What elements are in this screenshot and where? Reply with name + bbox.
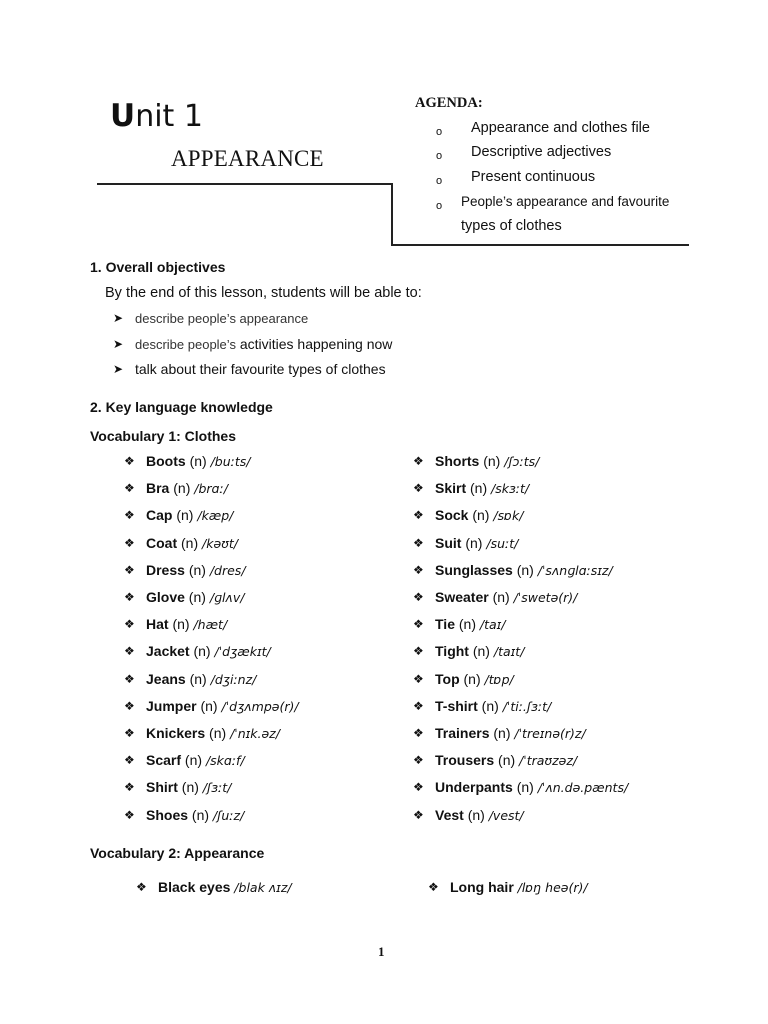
agenda-item-label: Present continuous bbox=[471, 169, 596, 185]
vocab-ipa: /ʃuːz/ bbox=[212, 807, 245, 823]
diamond-bullet-icon: ❖ bbox=[413, 535, 424, 550]
circle-bullet-icon: o bbox=[436, 200, 443, 212]
vocab-word: Underpants bbox=[435, 779, 513, 796]
vocab-word: Jumper bbox=[146, 697, 197, 714]
divider-right bbox=[391, 244, 689, 246]
objectives-heading: 1. Overall objectives bbox=[90, 259, 226, 275]
vocab-pos: (n) bbox=[176, 507, 194, 524]
vocab-ipa: /buːts/ bbox=[210, 454, 251, 469]
vocab-word: Knickers bbox=[146, 725, 206, 741]
vocab-ipa: /vest/ bbox=[488, 807, 524, 823]
vocab-pos: (n) bbox=[184, 752, 203, 769]
page-number: 1 bbox=[378, 944, 385, 959]
diamond-bullet-icon: ❖ bbox=[124, 671, 135, 686]
diamond-bullet-icon: ❖ bbox=[413, 726, 424, 740]
diamond-bullet-icon: ❖ bbox=[413, 617, 424, 632]
vocab-pos: (n) bbox=[481, 697, 499, 714]
diamond-bullet-icon: ❖ bbox=[413, 508, 424, 523]
vocab-ipa: /tɒp/ bbox=[484, 671, 514, 687]
vocab-pos: (n) bbox=[467, 806, 485, 823]
diamond-bullet-icon: ❖ bbox=[124, 590, 135, 604]
diamond-bullet-icon: ❖ bbox=[124, 535, 135, 550]
vocab-pos: (n) bbox=[181, 534, 199, 551]
vocab-pos: (n) bbox=[516, 779, 534, 796]
vocab-ipa: /dʒiːnz/ bbox=[210, 671, 257, 687]
agenda-item-continuation: types of clothes bbox=[461, 218, 562, 234]
vocab-ipa: /taɪt/ bbox=[493, 644, 525, 660]
divider-left bbox=[97, 183, 393, 185]
vocab-ipa: /ˈnɪk.əz/ bbox=[230, 726, 280, 741]
diamond-bullet-icon: ❖ bbox=[124, 481, 135, 496]
vocab-ipa: /blak ʌɪz/ bbox=[234, 880, 292, 895]
vocab-ipa: /ˈʌn.də.pænts/ bbox=[537, 780, 629, 796]
vocab-word: Suit bbox=[435, 534, 462, 551]
vocab-ipa: /ˈtiː.ʃɜːt/ bbox=[502, 698, 552, 714]
agenda-item-label: People’s appearance and favourite bbox=[461, 194, 670, 209]
vocab-word: Scarf bbox=[146, 752, 182, 769]
objective-lead: describe people’s appearance bbox=[135, 311, 309, 326]
circle-bullet-icon: o bbox=[436, 175, 443, 187]
diamond-bullet-icon: ❖ bbox=[413, 562, 424, 577]
vocab-pos: (n) bbox=[458, 616, 476, 633]
vocab-ipa: /ˈtraʊzəz/ bbox=[519, 753, 578, 769]
vocab-pos: (n) bbox=[516, 561, 534, 578]
vocab-ipa: /taɪ/ bbox=[479, 617, 506, 633]
objective-lead: describe people’s bbox=[135, 337, 236, 352]
vocab-pos: (n) bbox=[172, 616, 190, 633]
vocab-pos: (n) bbox=[189, 453, 207, 469]
unit-initial: U bbox=[110, 98, 136, 134]
unit-word: nit bbox=[135, 99, 175, 134]
vocab-ipa: /ˈdʒʌmpə(r)/ bbox=[221, 698, 299, 714]
vocab-ipa: /ɡlʌv/ bbox=[209, 590, 245, 605]
vocab-pos: (n) bbox=[189, 670, 207, 687]
diamond-bullet-icon: ❖ bbox=[136, 880, 147, 894]
vocab-pos: (n) bbox=[483, 453, 501, 469]
vocab-pos: (n) bbox=[470, 480, 488, 497]
vocab-pos: (n) bbox=[463, 670, 481, 687]
vocab-word: Sock bbox=[435, 507, 469, 524]
vocab-pos: (n) bbox=[188, 561, 206, 578]
vocab-word: Bra bbox=[146, 480, 170, 497]
vocab-word: Shirt bbox=[146, 779, 178, 796]
vocab-word: Tie bbox=[435, 616, 455, 633]
diamond-bullet-icon: ❖ bbox=[124, 617, 135, 632]
vocab-ipa: /lɒŋ heə(r)/ bbox=[517, 880, 588, 895]
diamond-bullet-icon: ❖ bbox=[413, 780, 424, 795]
diamond-bullet-icon: ❖ bbox=[124, 698, 135, 713]
vocab-ipa: /suːt/ bbox=[486, 535, 519, 551]
vocab-pos: (n) bbox=[200, 697, 218, 714]
vocab-word: Shorts bbox=[435, 453, 480, 469]
circle-bullet-icon: o bbox=[436, 126, 443, 138]
vocab1-heading: Vocabulary 1: Clothes bbox=[90, 428, 237, 444]
vocab-word: T-shirt bbox=[435, 697, 478, 714]
vocab-word: Tight bbox=[435, 643, 469, 660]
diamond-bullet-icon: ❖ bbox=[413, 590, 424, 604]
diamond-bullet-icon: ❖ bbox=[124, 644, 135, 659]
agenda-item-label: Descriptive adjectives bbox=[471, 144, 612, 160]
knowledge-heading: 2. Key language knowledge bbox=[90, 399, 273, 415]
vocab-ipa: /ˈswetə(r)/ bbox=[513, 590, 578, 605]
vocab-ipa: /brɑː/ bbox=[194, 481, 228, 497]
vocab-word: Vest bbox=[435, 806, 464, 823]
vocab-word: Trainers bbox=[435, 725, 490, 741]
vocab-ipa: /skɑːf/ bbox=[205, 753, 245, 769]
vocab2-heading: Vocabulary 2: Appearance bbox=[90, 845, 265, 861]
vocab-ipa: /hæt/ bbox=[193, 617, 228, 633]
vocab-ipa: /kæp/ bbox=[197, 508, 234, 524]
diamond-bullet-icon: ❖ bbox=[124, 807, 135, 822]
vocab-word: Trousers bbox=[435, 752, 495, 769]
vocab-word: Hat bbox=[146, 616, 169, 633]
diamond-bullet-icon: ❖ bbox=[124, 562, 135, 577]
vocab-word: Skirt bbox=[435, 480, 467, 497]
vocab-word: Coat bbox=[146, 534, 178, 551]
diamond-bullet-icon: ❖ bbox=[124, 753, 135, 768]
agenda-heading: AGENDA: bbox=[415, 95, 483, 111]
vocab-pos: (n) bbox=[472, 643, 490, 660]
diamond-bullet-icon: ❖ bbox=[124, 508, 135, 523]
diamond-bullet-icon: ❖ bbox=[413, 481, 424, 496]
page-title: APPEARANCE bbox=[171, 146, 324, 171]
vocab-pos: (n) bbox=[188, 589, 206, 605]
vocab-ipa: /ˈdʒækɪt/ bbox=[214, 644, 271, 660]
diamond-bullet-icon: ❖ bbox=[413, 807, 424, 822]
diamond-bullet-icon: ❖ bbox=[413, 753, 424, 768]
diamond-bullet-icon: ❖ bbox=[124, 726, 135, 740]
diamond-bullet-icon: ❖ bbox=[124, 780, 135, 795]
vocab-ipa: /ˈsʌnɡlɑːsɪz/ bbox=[537, 562, 613, 578]
diamond-bullet-icon: ❖ bbox=[413, 454, 424, 468]
vocab-pos: (n) bbox=[492, 589, 510, 605]
vocab-word: Glove bbox=[146, 589, 185, 605]
vocab-word: Cap bbox=[146, 507, 173, 524]
vocab-ipa: /skɜːt/ bbox=[491, 481, 530, 497]
vocab-word: Sweater bbox=[435, 589, 489, 605]
vocab-word: Jeans bbox=[146, 670, 186, 687]
vocab-pos: (n) bbox=[472, 507, 490, 524]
vocab-pos: (n) bbox=[181, 779, 199, 796]
objective-rest: activities happening now bbox=[235, 336, 393, 352]
vocab-pos: (n) bbox=[493, 725, 511, 741]
vocab-word: Top bbox=[435, 670, 460, 687]
arrow-bullet-icon: ➤ bbox=[113, 362, 124, 376]
vocab-word: Dress bbox=[146, 561, 185, 578]
vocab-ipa: /ʃɜːt/ bbox=[202, 780, 232, 796]
diamond-bullet-icon: ❖ bbox=[428, 880, 439, 894]
agenda-item-label: Appearance and clothes file bbox=[471, 120, 650, 136]
diamond-bullet-icon: ❖ bbox=[413, 698, 424, 713]
unit-title bbox=[110, 96, 203, 137]
circle-bullet-icon: o bbox=[436, 150, 443, 162]
vocab-pos: (n) bbox=[191, 806, 210, 823]
vocab-ipa: /kəʊt/ bbox=[202, 535, 239, 551]
arrow-bullet-icon: ➤ bbox=[113, 337, 124, 351]
vocab-word: Boots bbox=[146, 453, 186, 469]
vocab-pos: (n) bbox=[173, 480, 191, 497]
vocab-pos: (n) bbox=[193, 643, 211, 660]
objectives-intro: By the end of this lesson, students will be able to: bbox=[105, 285, 422, 301]
diamond-bullet-icon: ❖ bbox=[413, 671, 424, 686]
vocab-pos: (n) bbox=[465, 534, 483, 551]
diamond-bullet-icon: ❖ bbox=[124, 454, 135, 468]
vocab-ipa: /dres/ bbox=[209, 562, 246, 578]
vocab-pos: (n) bbox=[498, 752, 516, 769]
vocab-ipa: /sɒk/ bbox=[493, 508, 524, 524]
arrow-bullet-icon: ➤ bbox=[113, 311, 124, 325]
objective-rest: talk about their favourite types of clothes bbox=[135, 361, 386, 377]
vocab-word: Jacket bbox=[146, 643, 190, 660]
vocab-ipa: /ˈtreɪnə(r)z/ bbox=[514, 726, 586, 741]
vocab-pos: (n) bbox=[209, 725, 227, 741]
vocab-word: Shoes bbox=[146, 806, 189, 823]
vocab-ipa: /ʃɔːts/ bbox=[504, 454, 540, 469]
vocab-word: Sunglasses bbox=[435, 561, 513, 578]
unit-number: 1 bbox=[183, 99, 203, 134]
divider-vertical bbox=[391, 183, 393, 246]
diamond-bullet-icon: ❖ bbox=[413, 644, 424, 659]
vocab-word: Black eyes bbox=[158, 879, 231, 895]
vocab-word: Long hair bbox=[450, 879, 514, 895]
